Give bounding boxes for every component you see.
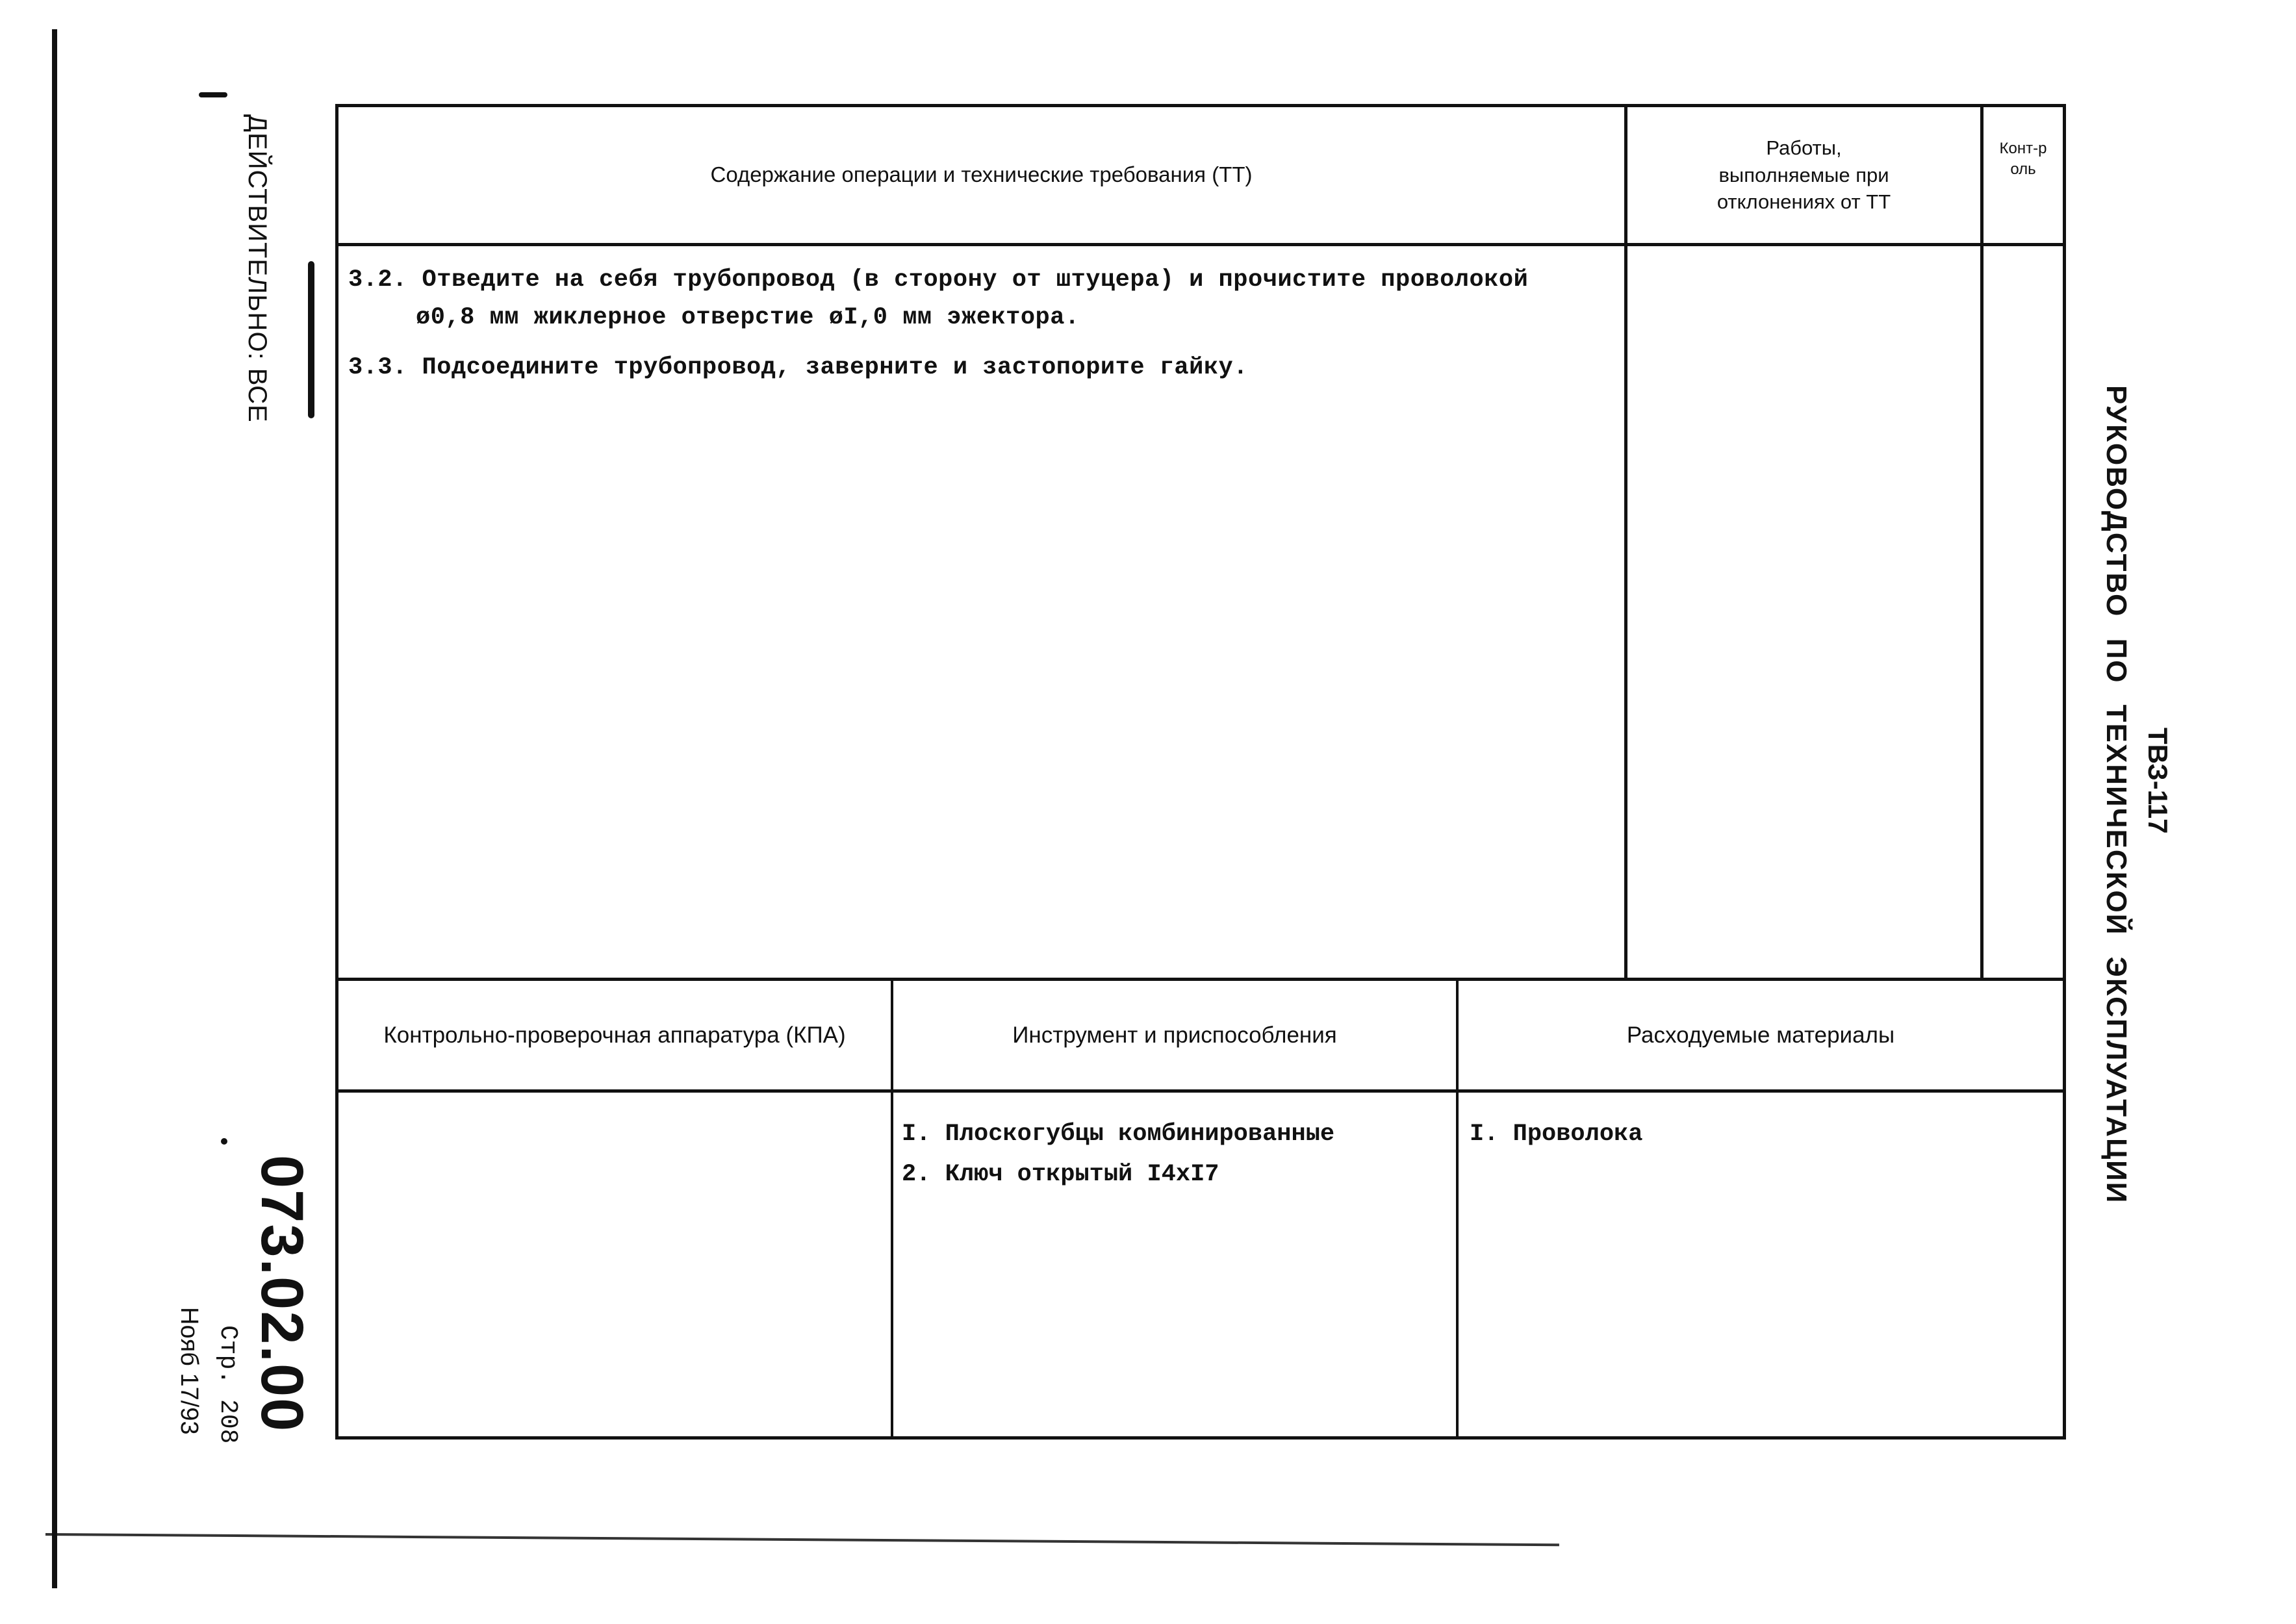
operation-3-3-line1 (348, 354, 1248, 381)
page-number: Стр. 208 (214, 1325, 242, 1444)
header-deviation-works (1627, 107, 1980, 243)
header-control (1983, 107, 2063, 211)
page-code: 073.02.00 (249, 1155, 315, 1433)
bottom-scan-line (45, 1533, 1559, 1546)
margin-dot (221, 1138, 227, 1145)
validity-bar (308, 261, 314, 418)
operation-3-2-line1 (348, 266, 1528, 294)
materials-list (1470, 1114, 1642, 1154)
col-divider-control (1980, 104, 1983, 980)
header-divider (335, 243, 2066, 246)
header-materials: Расходуемые материалы (1626, 1022, 1895, 1048)
revision-date: Нояб 17/93 (175, 1307, 203, 1435)
header-kpa (338, 981, 891, 1089)
operation-3-2-id: 3.2. (348, 266, 407, 294)
lower-header-divider (335, 1089, 2066, 1093)
tool-item: 2. Ключ открытый I4xI7 (902, 1161, 1219, 1188)
document-code: ТВЗ-117 (2143, 728, 2173, 834)
header-kpa-text: Контрольно-проверочная аппаратура (КПА) (383, 1022, 846, 1048)
header-control-text: Конт-роль (1999, 139, 2047, 178)
header-tools: Инструмент и приспособления (1012, 1022, 1337, 1048)
document-title: РУКОВОДСТВО ПО ТЕХНИЧЕСКОЙ ЭКСПЛУАТАЦИИ (2100, 385, 2132, 1204)
header-deviation-works-text: Работы, выполняемые при отклонениях от ТТ (1716, 136, 1891, 214)
material-item: I. Проволока (1470, 1121, 1643, 1148)
validity-label: ДЕЙСТВИТЕЛЬНО: ВСЕ (243, 114, 272, 423)
operation-3-3-id: 3.3. (348, 354, 407, 381)
tool-item: I. Плоскогубцы комбинированные (902, 1121, 1335, 1148)
tools-list (902, 1114, 1334, 1195)
left-margin-bar (52, 29, 57, 1588)
header-operation: Содержание операции и технические требования (ТТ) (710, 162, 1253, 187)
operation-3-2-line2: ø0,8 мм жиклерное отверстие øI,0 мм эжектора. (416, 304, 1080, 331)
top-dash-mark (199, 92, 227, 97)
operation-3-3-text1: Подсоедините трубопровод, заверните и застопорите гайку. (422, 354, 1248, 381)
operation-3-2-text1: Отведите на себя трубопровод (в сторону от штуцера) и прочистите проволокой (422, 266, 1529, 294)
